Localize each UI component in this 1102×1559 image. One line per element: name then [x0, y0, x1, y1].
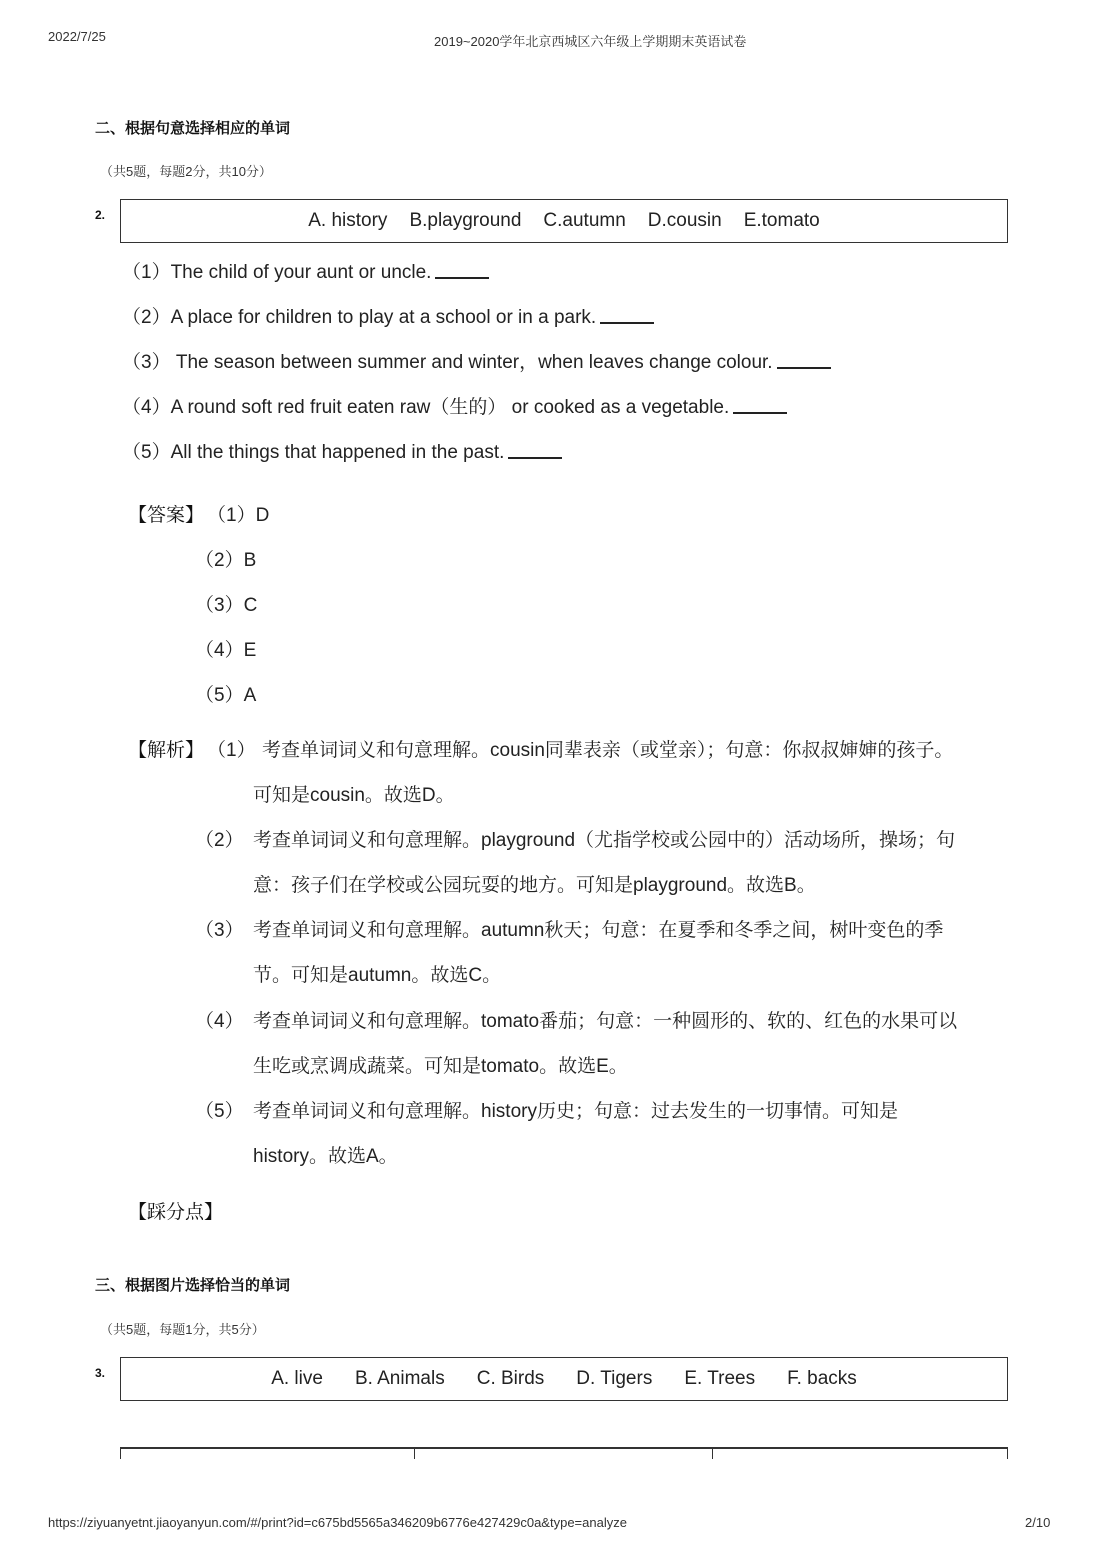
answer-blank [733, 411, 787, 414]
answer-4: （4）E [195, 640, 257, 661]
answer-5: （5）A [195, 685, 257, 706]
option-c: C. Birds [476, 1368, 545, 1389]
question-item-3: （3） The season between summer and winter，when leaves change colour. [122, 347, 831, 374]
question-2-options-box [120, 199, 1008, 243]
scoring-points-label: 【踩分点】 [128, 1202, 224, 1223]
option-b: B.playground [409, 210, 522, 231]
answer-1: （1）D [207, 505, 270, 526]
option-a: A. history [308, 210, 388, 231]
analysis-3-line2: 节。可知是autumn。故选C。 [253, 965, 502, 986]
answer-blank [600, 321, 654, 324]
question-item-4: （4）A round soft red fruit eaten raw（生的） or cooked as a vegetable. [122, 392, 787, 419]
option-e: E.tomato [743, 210, 820, 231]
analysis-3-line1: 考查单词词义和句意理解。autumn秋天；句意：在夏季和冬季之间，树叶变色的季 [253, 920, 944, 941]
answer-label: 【答案】 [128, 505, 205, 526]
answer-blank [777, 366, 831, 369]
section-2-note: （共5题，每题2分，共10分） [100, 164, 272, 179]
analysis-2-line2: 意：孩子们在学校或公园玩耍的地方。可知是playground。故选B。 [253, 875, 816, 896]
option-f: F. backs [787, 1368, 857, 1389]
analysis-3-num: （3） [195, 920, 244, 941]
print-date: 2022/7/25 [48, 29, 106, 44]
answer-blank [435, 276, 489, 279]
question-2-number: 2. [95, 208, 106, 222]
picture-table [120, 1447, 1008, 1469]
question-item-2: （2）A place for children to play at a school or in a park. [122, 302, 654, 329]
analysis-label: 【解析】 [128, 740, 205, 761]
analysis-2-line1: 考查单词词义和句意理解。playground（尤指学校或公园中的）活动场所，操场；句 [253, 830, 956, 851]
analysis-5-line1: 考查单词词义和句意理解。history历史；句意：过去发生的一切事情。可知是 [253, 1101, 898, 1122]
question-item-1: （1）The child of your aunt or uncle. [122, 257, 489, 284]
table-divider [1007, 1449, 1008, 1459]
analysis-1-line2: 可知是cousin。故选D。 [253, 785, 455, 806]
option-b: B. Animals [354, 1368, 445, 1389]
option-a: A. live [271, 1368, 323, 1389]
question-3-number: 3. [95, 1366, 106, 1380]
analysis-4-line2: 生吃或烹调成蔬菜。可知是tomato。故选E。 [253, 1056, 628, 1077]
analysis-4-line1: 考查单词词义和句意理解。tomato番茄；句意：一种圆形的、软的、红色的水果可以 [253, 1011, 958, 1032]
section-3-note: （共5题，每题1分，共5分） [100, 1322, 265, 1337]
analysis-1-num: （1） [207, 740, 256, 761]
question-item-5: （5）All the things that happened in the past. [122, 437, 562, 464]
analysis-5-line2: history。故选A。 [253, 1146, 398, 1167]
page-url: https://ziyuanyetnt.jiaoyanyun.com/#/print?id=c675bd5565a346209b6776e427429c0a&type=analyze [48, 1515, 627, 1530]
analysis-4-num: （4） [195, 1011, 244, 1032]
table-divider [120, 1449, 121, 1459]
option-d: D. Tigers [576, 1368, 653, 1389]
document-title: 2019~2020学年北京西城区六年级上学期期末英语试卷 [434, 34, 747, 49]
table-divider [414, 1449, 415, 1459]
page-number: 2/10 [1025, 1515, 1051, 1530]
answer-2: （2）B [195, 550, 257, 571]
section-3-title: 三、根据图片选择恰当的单词 [95, 1277, 291, 1294]
answer-blank [508, 456, 562, 459]
analysis-5-num: （5） [195, 1101, 244, 1122]
question-3-options-box [120, 1357, 1008, 1401]
option-e: E. Trees [684, 1368, 756, 1389]
option-d: D.cousin [647, 210, 722, 231]
answer-3: （3）C [195, 595, 258, 616]
table-divider [712, 1449, 713, 1459]
option-c: C.autumn [543, 210, 626, 231]
analysis-1-line1: 考查单词词义和句意理解。cousin同辈表亲（或堂亲）；句意：你叔叔婶婶的孩子。 [262, 740, 954, 761]
analysis-2-num: （2） [195, 830, 244, 851]
section-2-title: 二、根据句意选择相应的单词 [95, 120, 291, 137]
